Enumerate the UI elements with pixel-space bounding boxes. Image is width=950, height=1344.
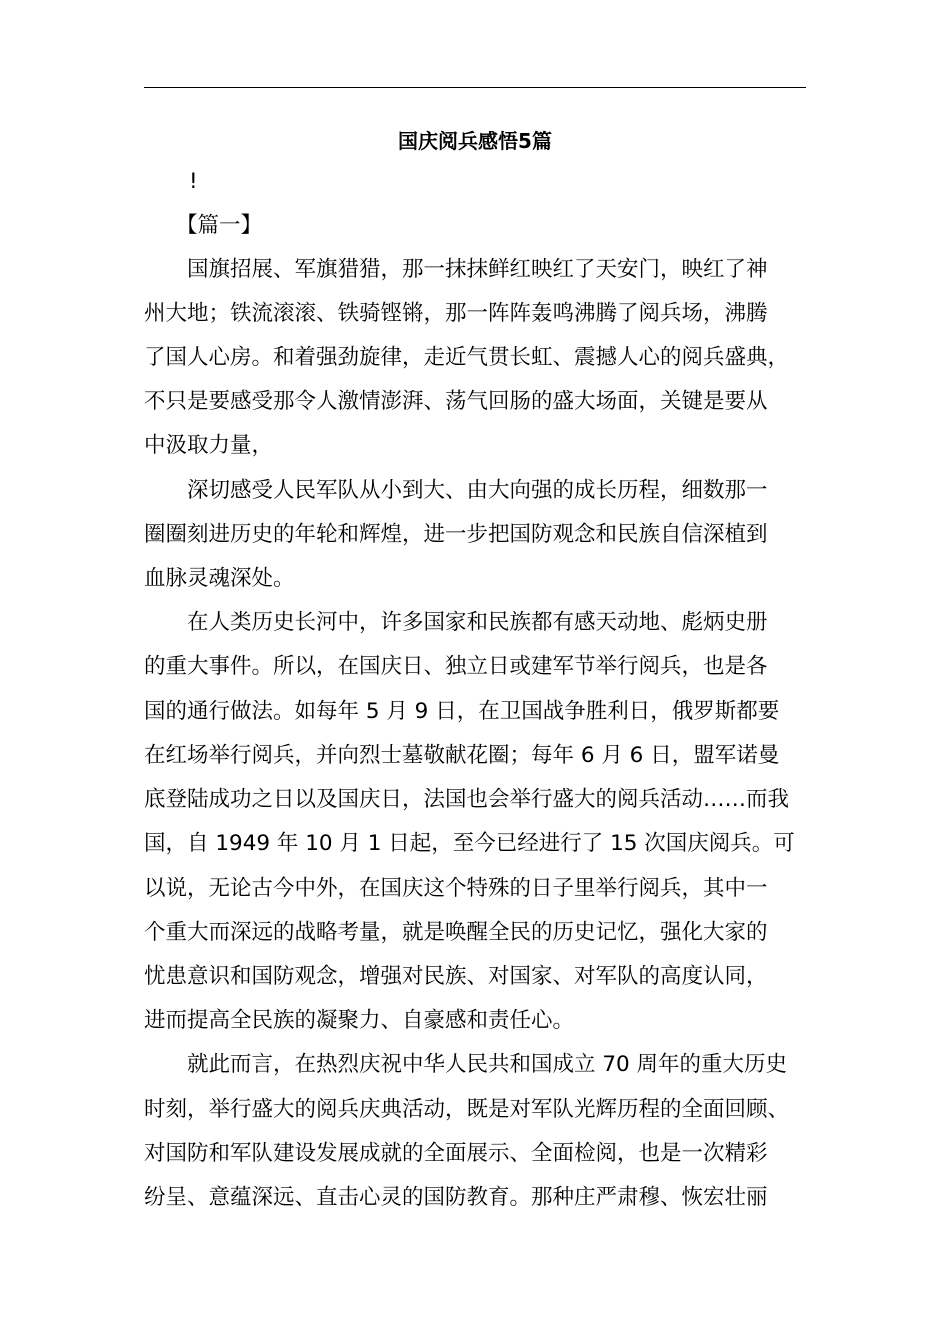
text-line: 国旗招展、军旗猎猎，那一抹抹鲜红映红了天安门，映红了神 <box>144 257 768 282</box>
text-line: 在人类历史长河中，许多国家和民族都有感天动地、彪炳史册 <box>144 610 768 635</box>
text-line: 对国防和军队建设发展成就的全面展示、全面检阅，也是一次精彩 <box>144 1141 768 1166</box>
text-line: 纷呈、意蕴深远、直击心灵的国防教育。那种庄严肃穆、恢宏壮丽 <box>144 1185 768 1210</box>
text-line: 国，自 1949 年 10 月 1 日起，至今已经进行了 15 次国庆阅兵。可 <box>144 831 795 856</box>
text-line: 州大地；铁流滚滚、铁骑铿锵，那一阵阵轰鸣沸腾了阅兵场，沸腾 <box>144 301 768 326</box>
text-line: 血脉灵魂深处。 <box>144 566 295 591</box>
text-line: 的重大事件。所以，在国庆日、独立日或建军节举行阅兵，也是各 <box>144 654 768 679</box>
text-line: 时刻，举行盛大的阅兵庆典活动，既是对军队光辉历程的全面回顾、 <box>144 1097 790 1122</box>
header-rule <box>144 87 806 88</box>
section-heading: 【篇一】 <box>176 213 263 238</box>
text-line: 在红场举行阅兵，并向烈士墓敬献花圈；每年 6 月 6 日，盟军诺曼 <box>144 743 780 768</box>
stray-mark: ! <box>189 169 198 194</box>
text-line: 就此而言，在热烈庆祝中华人民共和国成立 70 周年的重大历史 <box>144 1052 788 1077</box>
text-line: 了国人心房。和着强劲旋律，走近气贯长虹、震撼人心的阅兵盛典， <box>144 345 790 370</box>
text-line: 忧患意识和国防观念，增强对民族、对国家、对军队的高度认同， <box>144 964 768 989</box>
text-line: 国的通行做法。如每年 5 月 9 日，在卫国战争胜利日，俄罗斯都要 <box>144 699 780 724</box>
text-line: 底登陆成功之日以及国庆日，法国也会举行盛大的阅兵活动……而我 <box>144 787 790 812</box>
text-line: 中汲取力量， <box>144 433 274 458</box>
text-line: 以说，无论古今中外，在国庆这个特殊的日子里举行阅兵，其中一 <box>144 876 768 901</box>
document-title: 国庆阅兵感悟5篇 <box>398 129 552 153</box>
text-line: 圈圈刻进历史的年轮和辉煌，进一步把国防观念和民族自信深植到 <box>144 522 768 547</box>
text-line: 个重大而深远的战略考量，就是唤醒全民的历史记忆，强化大家的 <box>144 920 768 945</box>
text-line: 不只是要感受那令人激情澎湃、荡气回肠的盛大场面，关键是要从 <box>144 389 768 414</box>
text-line: 进而提高全民族的凝聚力、自豪感和责任心。 <box>144 1008 575 1033</box>
text-line: 深切感受人民军队从小到大、由大向强的成长历程，细数那一 <box>144 478 768 503</box>
